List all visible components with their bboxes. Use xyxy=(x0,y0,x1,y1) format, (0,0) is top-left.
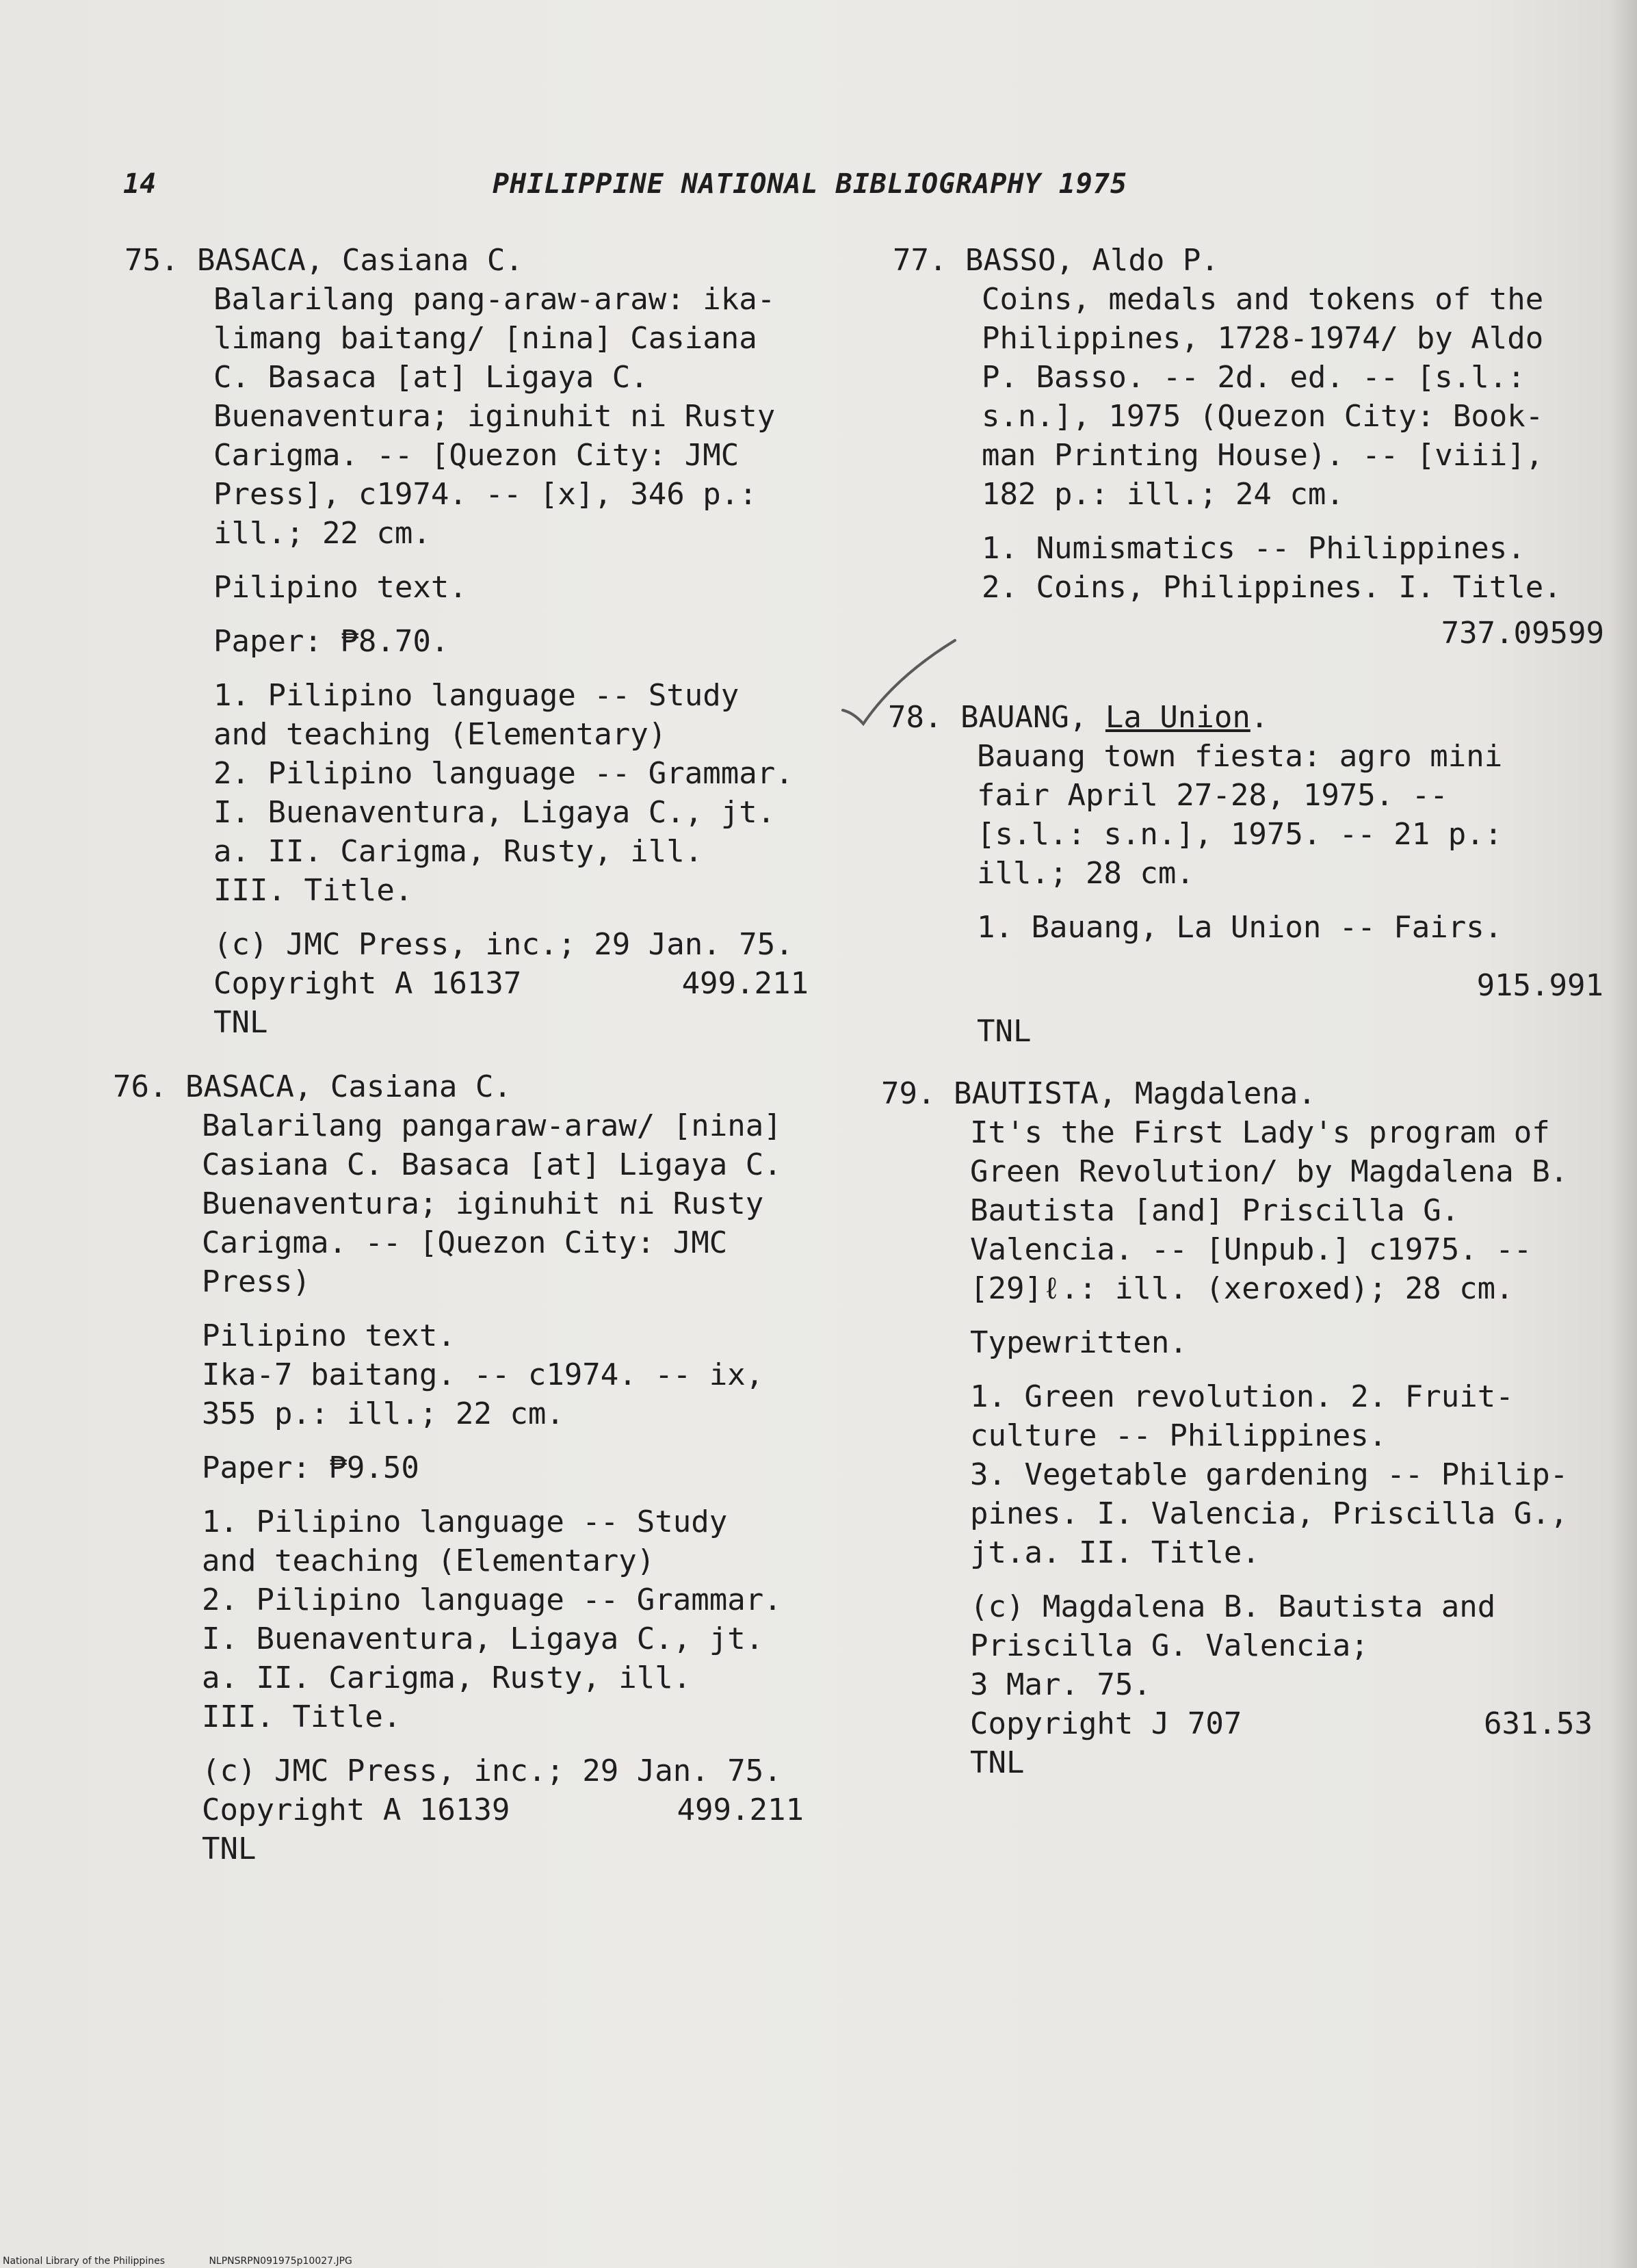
entry-author: BASACA, Casiana C. xyxy=(185,1069,512,1104)
copyright-number: Copyright A 16139 xyxy=(202,1793,510,1827)
subject-line: III. Title. xyxy=(202,1699,402,1734)
subject-line: 3. Vegetable gardening -- Philip- xyxy=(970,1457,1569,1492)
description-line: man Printing House). -- [viii], xyxy=(982,438,1544,473)
entry-note: Ika-7 baitang. -- c1974. -- ix, xyxy=(202,1357,764,1392)
entry-body xyxy=(888,737,1603,947)
subject-line: 1. Green revolution. 2. Fruit- xyxy=(970,1379,1514,1414)
copyright-number: Copyright J 707 xyxy=(970,1706,1242,1741)
description-line: 182 p.: ill.; 24 cm. xyxy=(982,477,1344,512)
library-code: TNL xyxy=(213,1005,268,1040)
entry-note: Pilipino text. xyxy=(213,570,467,605)
subject-line: jt.a. II. Title. xyxy=(970,1535,1260,1570)
description-line: [s.l.: s.n.], 1975. -- 21 p.: xyxy=(977,817,1503,852)
subject-line: 1. Pilipino language -- Study xyxy=(213,678,739,713)
copyright-row xyxy=(202,1790,804,1829)
entry-price: Paper: ₱8.70. xyxy=(213,624,449,659)
subject-line: 2. Pilipino language -- Grammar. xyxy=(202,1582,782,1617)
entry-author: BASACA, Casiana C. xyxy=(196,243,523,278)
entry-77 xyxy=(893,241,1604,653)
entry-note: 355 p.: ill.; 22 cm. xyxy=(202,1396,564,1431)
description-line: C. Basaca [at] Ligaya C. xyxy=(213,360,649,395)
copyright-row xyxy=(970,1704,1593,1743)
class-number: 737.09599 xyxy=(1441,616,1604,651)
description-line: Bauang town fiesta: agro mini xyxy=(977,739,1503,774)
description-line: s.n.], 1975 (Quezon City: Book- xyxy=(982,399,1544,434)
copyright-date: 3 Mar. 75. xyxy=(970,1667,1151,1702)
entry-number: 76. xyxy=(113,1069,168,1104)
description-line: Carigma. -- [Quezon City: JMC xyxy=(202,1225,728,1260)
entry-author-place: La Union xyxy=(1105,700,1250,735)
description-line: Buenaventura; iginuhit ni Rusty xyxy=(213,399,776,434)
entry-body xyxy=(881,1113,1601,1782)
subject-line: and teaching (Elementary) xyxy=(202,1543,655,1578)
library-code: TNL xyxy=(202,1832,257,1866)
class-number: 915.991 xyxy=(1476,968,1603,1003)
entry-body xyxy=(893,280,1604,607)
entry-78 xyxy=(888,698,1603,1051)
class-number: 499.211 xyxy=(677,1793,804,1827)
copyright-row xyxy=(213,964,809,1003)
entry-79 xyxy=(881,1074,1601,1782)
library-code: TNL xyxy=(977,1014,1032,1049)
entry-author: BAUANG, xyxy=(960,700,1105,735)
entry-number: 75. xyxy=(125,243,179,278)
subject-line: III. Title. xyxy=(213,873,413,908)
subject-line: 2. Coins, Philippines. I. Title. xyxy=(982,570,1562,605)
footer-file: NLPNSRPN091975p10027.JPG xyxy=(209,2256,352,2267)
description-line: It's the First Lady's program of xyxy=(970,1115,1550,1150)
entry-heading xyxy=(888,698,1603,737)
class-number: 631.53 xyxy=(1484,1706,1593,1741)
entry-body xyxy=(113,1106,811,1868)
class-number: 499.211 xyxy=(681,966,809,1001)
entry-number: 78. xyxy=(888,700,943,735)
description-line: Valencia. -- [Unpub.] c1975. -- xyxy=(970,1232,1532,1267)
description-line: Casiana C. Basaca [at] Ligaya C. xyxy=(202,1147,782,1182)
description-line: Green Revolution/ by Magdalena B. xyxy=(970,1154,1569,1189)
library-code: TNL xyxy=(970,1745,1025,1780)
subject-line: 1. Bauang, La Union -- Fairs. xyxy=(977,910,1503,945)
description-line: Buenaventura; iginuhit ni Rusty xyxy=(202,1186,764,1221)
subject-line: pines. I. Valencia, Priscilla G., xyxy=(970,1496,1569,1531)
scan-footer xyxy=(3,2256,393,2267)
description-line: ill.; 22 cm. xyxy=(213,516,431,551)
description-line: [29]ℓ.: ill. (xeroxed); 28 cm. xyxy=(970,1271,1514,1306)
subject-line: a. II. Carigma, Rusty, ill. xyxy=(202,1660,692,1695)
entry-75 xyxy=(125,241,809,1042)
subject-line: I. Buenaventura, Ligaya C., jt. xyxy=(202,1621,764,1656)
entry-76 xyxy=(113,1067,811,1868)
entry-heading xyxy=(881,1074,1601,1113)
copyright-number: Copyright A 16137 xyxy=(213,966,522,1001)
footer-source: National Library of the Philippines xyxy=(3,2256,165,2267)
entry-number: 77. xyxy=(893,243,947,278)
description-line: limang baitang/ [nina] Casiana xyxy=(213,321,757,356)
description-line: Bautista [and] Priscilla G. xyxy=(970,1193,1460,1228)
heading-period: . xyxy=(1250,700,1269,735)
description-line: ill.; 28 cm. xyxy=(977,856,1194,891)
description-line: Coins, medals and tokens of the xyxy=(982,282,1544,317)
description-line: Balarilang pangaraw-araw/ [nina] xyxy=(202,1108,782,1143)
subject-line: 1. Numismatics -- Philippines. xyxy=(982,531,1525,566)
entry-heading xyxy=(893,241,1604,280)
entry-author: BAUTISTA, Magdalena. xyxy=(953,1076,1316,1111)
entry-note: Pilipino text. xyxy=(202,1318,456,1353)
subject-line: I. Buenaventura, Ligaya C., jt. xyxy=(213,795,776,830)
copyright-holder: (c) JMC Press, inc.; 29 Jan. 75. xyxy=(202,1754,782,1788)
subject-line: 2. Pilipino language -- Grammar. xyxy=(213,756,794,791)
entry-body xyxy=(125,280,809,1042)
entry-author: BASSO, Aldo P. xyxy=(965,243,1219,278)
subject-line: a. II. Carigma, Rusty, ill. xyxy=(213,834,703,869)
description-line: Carigma. -- [Quezon City: JMC xyxy=(213,438,739,473)
copyright-holder: (c) Magdalena B. Bautista and xyxy=(970,1589,1496,1624)
page-number: 14 xyxy=(123,168,157,200)
entry-number: 79. xyxy=(881,1076,936,1111)
copyright-holder: (c) JMC Press, inc.; 29 Jan. 75. xyxy=(213,927,794,962)
description-line: Press], c1974. -- [x], 346 p.: xyxy=(213,477,757,512)
subject-line: culture -- Philippines. xyxy=(970,1418,1387,1453)
entry-heading xyxy=(113,1067,811,1106)
copyright-holder: Priscilla G. Valencia; xyxy=(970,1628,1369,1663)
subject-line: and teaching (Elementary) xyxy=(213,717,667,752)
entry-note: Typewritten. xyxy=(970,1325,1188,1360)
page-spine-shadow xyxy=(1610,0,1637,2268)
entry-heading xyxy=(125,241,809,280)
page-header xyxy=(123,168,1218,209)
description-line: P. Basso. -- 2d. ed. -- [s.l.: xyxy=(982,360,1525,395)
description-line: fair April 27-28, 1975. -- xyxy=(977,778,1448,813)
description-line: Philippines, 1728-1974/ by Aldo xyxy=(982,321,1544,356)
entry-price: Paper: ₱9.50 xyxy=(202,1450,419,1485)
entry-footer xyxy=(888,1012,1603,1051)
subject-line: 1. Pilipino language -- Study xyxy=(202,1504,728,1539)
description-line: Balarilang pang-araw-araw: ika- xyxy=(213,282,776,317)
running-title: PHILIPPINE NATIONAL BIBLIOGRAPHY 1975 xyxy=(493,168,1128,200)
description-line: Press) xyxy=(202,1264,311,1299)
